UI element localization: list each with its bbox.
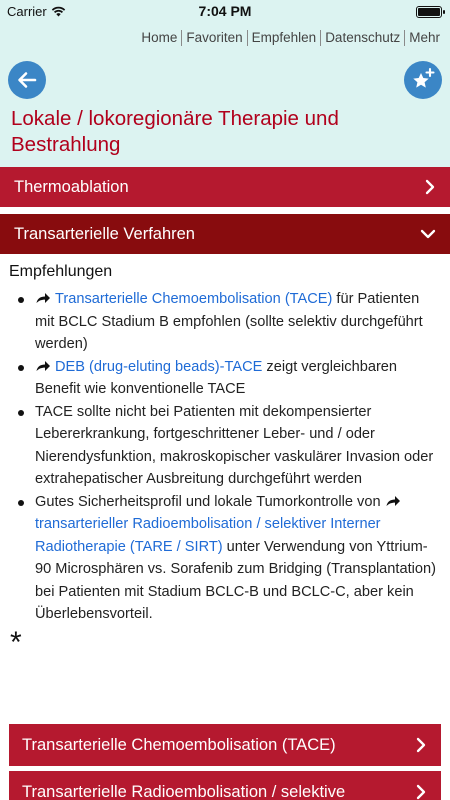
tare-link-button[interactable] [9,771,441,800]
tace-link-label: Transarterielle Chemoembolisation (TACE) [22,735,336,754]
chevron-right-icon [415,784,427,800]
link-tace[interactable]: Transarterielle Chemoembolisation (TACE) [55,291,333,307]
arrow-left-icon [17,71,37,89]
top-navigation [0,24,450,52]
carrier-label: Carrier [7,4,47,19]
section-thermoablation[interactable] [0,167,450,207]
add-favorite-button[interactable] [404,61,442,99]
recommendations-list [9,288,440,626]
share-arrow-icon [35,360,51,372]
chevron-down-icon [420,228,436,240]
tare-link-label: Transarterielle Radioembolisation / selektive [22,782,346,800]
list-item [9,491,440,626]
nav-favoriten[interactable]: Favoriten [182,30,247,46]
list-item [9,401,440,491]
section-thermoablation-label: Thermoablation [14,177,129,196]
recommendations-heading: Empfehlungen [9,263,113,280]
section-transarterial-label: Transarterielle Verfahren [14,224,195,243]
bullet-text: für Patienten mit BCLC Stadium B empfohlen (sollte selektiv durchgeführt werden) [35,291,423,352]
share-arrow-icon [385,495,401,507]
page-title: Lokale / lokoregionäre Therapie und Bestrahlung [11,107,339,156]
battery-icon [416,6,442,18]
share-arrow-icon [35,292,51,304]
list-item [9,356,440,401]
nav-empfehlen[interactable]: Empfehlen [248,30,322,46]
bullet-text: unter Verwendung von Yttrium-90 Microsphären vs. Sorafenib zum Bridging (Transplantation) bei Patienten mit Stadium BCLC-B und BCLC-C, aber kein Überlebensvorteil. [35,538,436,622]
clock: 7:04 PM [198,3,252,19]
link-deb-tace[interactable]: DEB (drug-eluting beads)-TACE [55,358,263,375]
star-add-icon [410,67,436,93]
back-button[interactable] [8,61,46,99]
chevron-right-icon [415,737,427,753]
nav-mehr[interactable]: Mehr [409,30,440,45]
status-bar [0,0,450,24]
nav-home[interactable]: Home [137,30,182,46]
header-area [0,0,450,167]
chevron-right-icon [424,179,436,195]
footnote-mark: * [10,625,22,659]
bullet-text: TACE sollte nicht bei Patienten mit dekompensierter Lebererkrankung, fortgeschrittener Leber- und / oder Nierendysfunktion, makroskopischer vaskulärer Invasion oder extrahepatischer Ausbreitung durchgeführt werden [35,403,434,487]
tace-link-button[interactable] [9,724,441,766]
nav-datenschutz[interactable]: Datenschutz [321,30,405,46]
bullet-text: zeigt vergleichbaren Benefit wie konventionelle TACE [35,358,398,397]
list-item [9,288,440,356]
action-bar [0,52,450,106]
section-transarterial[interactable] [0,214,450,254]
bullet-text-prefix: Gutes Sicherheitsprofil und lokale Tumorkontrolle von [35,493,385,510]
link-tare-sirt[interactable]: transarterieller Radioembolisation / selektiver Interner Radiotherapie (TARE / SIRT) [35,516,381,555]
recommendations-content [0,254,450,658]
